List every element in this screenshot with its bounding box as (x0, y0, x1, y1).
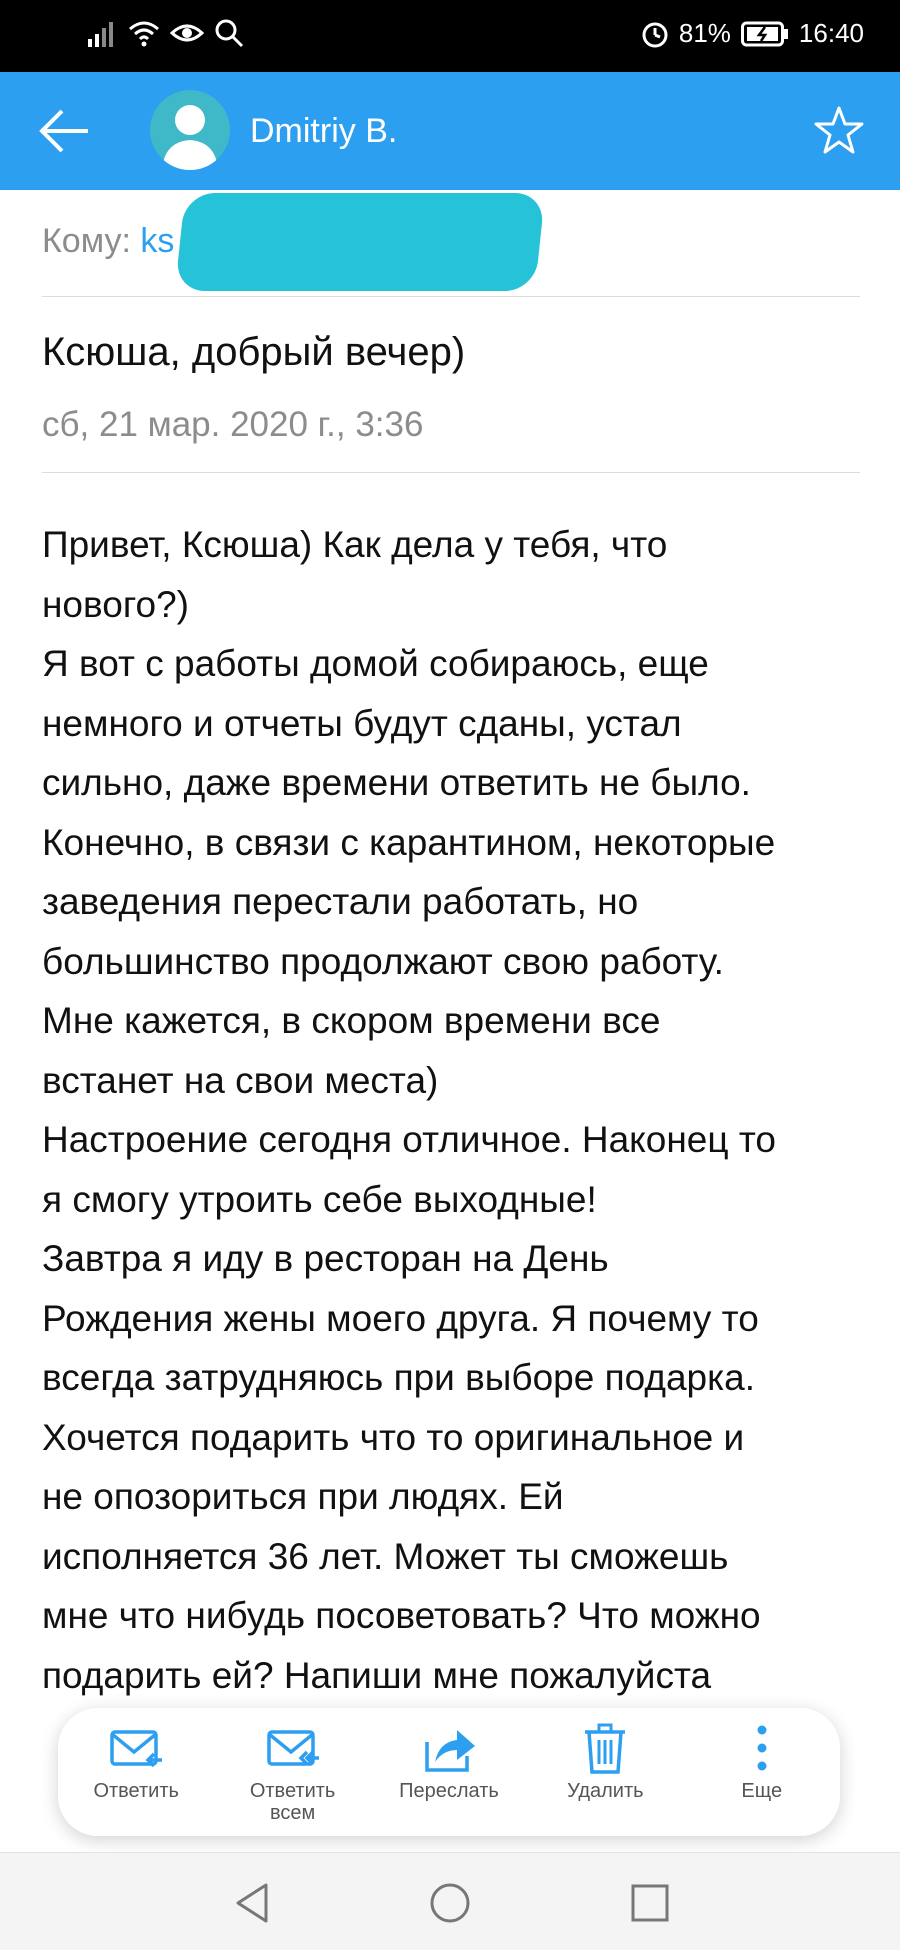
nav-recents-icon[interactable] (624, 1877, 676, 1929)
battery-percent: 81% (678, 18, 731, 48)
body-line: не опозориться при людях. Ей (42, 1476, 564, 1517)
forward-label: Переслать (399, 1780, 499, 1802)
status-left (88, 18, 244, 48)
eye-icon (170, 19, 204, 47)
subject: Ксюша, добрый вечер) (42, 330, 466, 374)
reply-all-button[interactable] (223, 1722, 363, 1824)
redaction-scribble (175, 193, 545, 291)
clock: 16:40 (798, 18, 864, 48)
body-line: заведения перестали работать, но (42, 881, 639, 922)
divider (42, 296, 860, 297)
body-line: Настроение сегодня отличное. Наконец то (42, 1119, 776, 1160)
reply-label: Ответить (93, 1780, 179, 1802)
nav-home-icon[interactable] (424, 1877, 476, 1929)
reply-all-label: Ответить всем (249, 1780, 336, 1824)
reply-icon (108, 1722, 164, 1776)
body-line: Конечно, в связи с карантином, некоторые (42, 821, 776, 863)
sender-name: Dmitriy B. (250, 112, 398, 150)
search-icon (214, 18, 244, 48)
body-line: я смогу утроить себе выходные! (42, 1178, 597, 1220)
body-line: Рождения жены моего друга. Я почему то (42, 1297, 759, 1339)
nav-back-icon[interactable] (226, 1877, 278, 1929)
wifi-icon (128, 19, 160, 47)
forward-icon (421, 1722, 477, 1776)
body-line: Привет, Ксюша) Как дела у тебя, что (42, 524, 668, 565)
divider (42, 472, 860, 473)
alarm-icon (641, 20, 669, 48)
avatar[interactable] (150, 90, 230, 170)
delete-button[interactable] (535, 1722, 675, 1802)
person-icon (150, 90, 230, 170)
trash-icon (577, 1722, 633, 1776)
body-line: Завтра я иду в ресторан на День (42, 1238, 609, 1279)
more-label: Еще (741, 1780, 783, 1802)
more-vertical-icon (734, 1722, 790, 1776)
navigation-bar (0, 1852, 900, 1950)
status-right (641, 18, 864, 49)
delete-label: Удалить (567, 1780, 644, 1802)
body-line: Мне кажется, в скором времени все (42, 1000, 661, 1041)
more-button[interactable] (692, 1722, 832, 1802)
back-arrow-icon[interactable] (36, 106, 92, 156)
body-line: большинство продолжают свою работу. (42, 940, 724, 982)
body-line: сильно, даже времени ответить не было. (42, 762, 751, 803)
body-line: всегда затрудняюсь при выборе подарка. (42, 1357, 755, 1398)
star-icon[interactable] (812, 104, 866, 158)
date: сб, 21 мар. 2020 г., 3:36 (42, 405, 424, 444)
body-line: мне что нибудь посоветовать? Что можно (42, 1595, 761, 1636)
body-line: нового?) (42, 583, 189, 625)
forward-button[interactable] (379, 1722, 519, 1802)
action-bar (58, 1708, 840, 1836)
to-address[interactable]: ks (140, 222, 175, 260)
body-line: Я вот с работы домой собираюсь, еще (42, 643, 709, 684)
app-bar (0, 72, 900, 190)
body-line: подарить ей? Напиши мне пожалуйста (42, 1654, 712, 1696)
signal-icon (88, 19, 118, 47)
body-line: исполняется 36 лет. Может ты сможешь (42, 1535, 729, 1577)
battery-icon (741, 21, 789, 47)
to-label: Кому: (42, 222, 131, 260)
body-line: Хочется подарить что то оригинальное и (42, 1416, 745, 1458)
status-bar (0, 0, 900, 72)
reply-button[interactable] (66, 1722, 206, 1802)
reply-all-icon (265, 1722, 321, 1776)
body-line: встанет на свои места) (42, 1059, 439, 1101)
body-line: немного и отчеты будут сданы, устал (42, 702, 682, 744)
message-body (42, 515, 872, 1705)
